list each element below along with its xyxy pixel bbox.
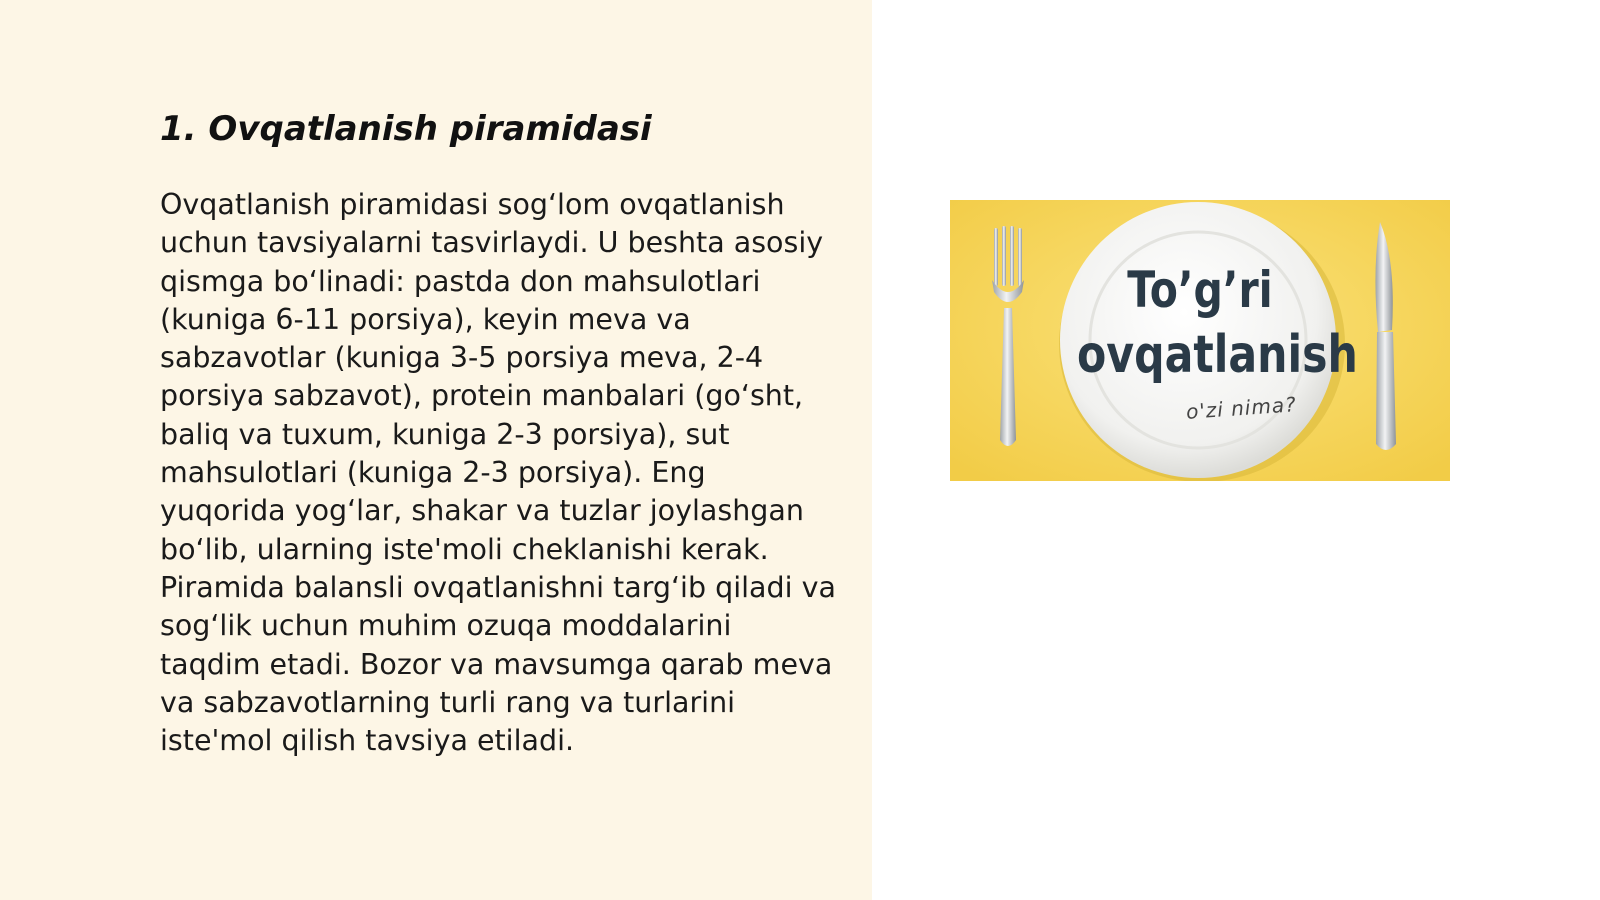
plate-subtitle: o'zi nima? [1185, 392, 1298, 424]
healthy-eating-illustration [950, 200, 1450, 481]
plate-title-line1: To’g’ri [1127, 261, 1273, 319]
slide-heading: 1. Ovqatlanish piramidasi [160, 109, 652, 149]
slide-body-text: Ovqatlanish piramidasi sog‘lom ovqatlanish uchun tavsiyalarni tasvirlaydi. U beshta asosiy qismga bo‘linadi: pastda don mahsulotlari (kuniga 6-11 porsiya), keyin meva va sabzavotlar (kuniga 3-5 porsiya meva, 2-4 porsiya sabzavot), protein manbalari (go‘sht, baliq va tuxum, kuniga 2-3 porsiya), sut mahsulotlari (kuniga 2-3 porsiya). Eng yuqorida yog‘lar, shakar va tuzlar joylashgan bo‘lib, ularning iste'moli cheklanishi kerak. Piramida balansli ovqatlanishni targ‘ib qiladi va sog‘lik uchun muhim ozuqa moddalarini taqdim etadi. Bozor va mavsumga qarab meva va sabzavotlarning turli rang va turlarini iste'mol qilish tavsiya etiladi. [160, 188, 836, 758]
plate-title-line2: ovqatlanish [1077, 325, 1358, 385]
